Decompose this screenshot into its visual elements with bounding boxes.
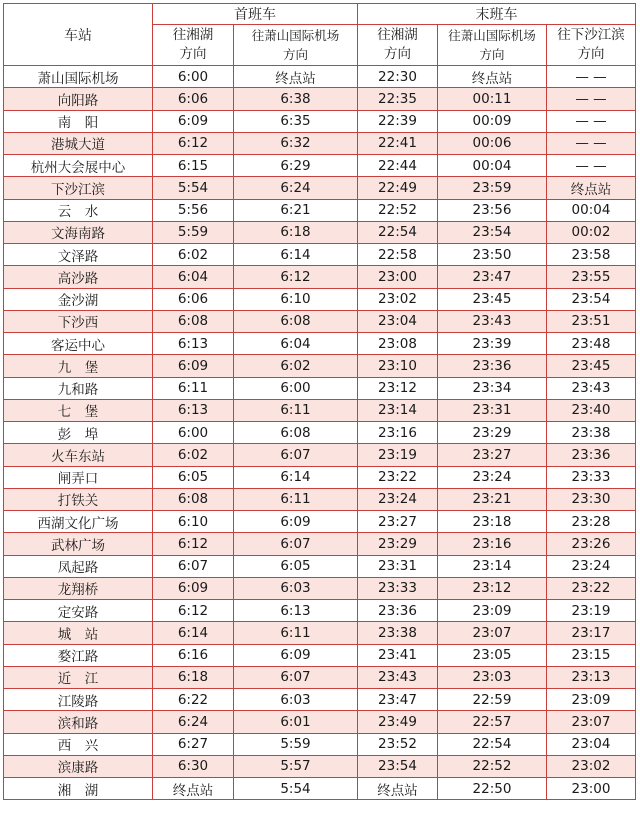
direction-header-first-xianghu: 往湘湖 方向 [153, 25, 234, 66]
table-row [4, 577, 636, 599]
time-cell-last-xianghu: 23:38 [358, 622, 438, 644]
time-cell-last-airport: 23:03 [438, 666, 547, 688]
time-cell-last-xianghu: 22:39 [358, 110, 438, 132]
table-row [4, 288, 636, 310]
station-cell: 文海南路 [4, 221, 153, 243]
time-cell-last-xianghu: 23:02 [358, 288, 438, 310]
time-cell-last-xiasha: — — [547, 110, 636, 132]
time-cell-first-xianghu: 6:30 [153, 755, 234, 777]
time-cell-first-xianghu: 5:56 [153, 199, 234, 221]
station-cell: 向阳路 [4, 88, 153, 110]
table-row [4, 66, 636, 88]
time-cell-last-airport: 23:07 [438, 622, 547, 644]
time-cell-last-xianghu: 23:47 [358, 689, 438, 711]
direction-header-first-airport: 往萧山国际机场 方向 [234, 25, 358, 66]
station-cell: 九 堡 [4, 355, 153, 377]
time-cell-last-xiasha: 23:45 [547, 355, 636, 377]
time-cell-last-xianghu: 23:08 [358, 333, 438, 355]
time-cell-last-airport: 23:29 [438, 422, 547, 444]
time-cell-last-xiasha: 23:09 [547, 689, 636, 711]
time-cell-first-airport: 6:08 [234, 422, 358, 444]
timetable [3, 3, 636, 800]
time-cell-first-airport: 6:14 [234, 244, 358, 266]
station-cell: 下沙江滨 [4, 177, 153, 199]
station-cell: 客运中心 [4, 333, 153, 355]
time-cell-last-xiasha: 00:04 [547, 199, 636, 221]
station-header: 车站 [4, 4, 153, 66]
time-cell-first-airport: 6:18 [234, 221, 358, 243]
time-cell-first-airport: 6:32 [234, 132, 358, 154]
time-cell-last-xiasha: 23:54 [547, 288, 636, 310]
time-cell-last-xianghu: 22:58 [358, 244, 438, 266]
table-row [4, 644, 636, 666]
time-cell-last-xianghu: 22:52 [358, 199, 438, 221]
time-cell-last-airport: 00:09 [438, 110, 547, 132]
table-row [4, 266, 636, 288]
time-cell-last-xiasha: 23:55 [547, 266, 636, 288]
time-cell-first-xianghu: 6:13 [153, 399, 234, 421]
time-cell-first-xianghu: 6:12 [153, 132, 234, 154]
time-cell-last-xiasha: 23:22 [547, 577, 636, 599]
table-row [4, 733, 636, 755]
station-cell: 七 堡 [4, 399, 153, 421]
table-row [4, 88, 636, 110]
time-cell-last-airport: 23:12 [438, 577, 547, 599]
table-row [4, 444, 636, 466]
header-row-groups [4, 4, 636, 25]
station-cell: 九和路 [4, 377, 153, 399]
station-cell: 凤起路 [4, 555, 153, 577]
station-cell: 南 阳 [4, 110, 153, 132]
time-cell-first-airport: 6:09 [234, 511, 358, 533]
table-row [4, 778, 636, 800]
station-cell: 定安路 [4, 600, 153, 622]
time-cell-last-xiasha: 23:48 [547, 333, 636, 355]
time-cell-first-xianghu: 6:16 [153, 644, 234, 666]
timetable-body [4, 66, 636, 800]
time-cell-last-airport: 23:18 [438, 511, 547, 533]
table-row [4, 689, 636, 711]
station-cell: 西 兴 [4, 733, 153, 755]
time-cell-first-xianghu: 6:13 [153, 333, 234, 355]
time-cell-last-xianghu: 终点站 [358, 778, 438, 800]
time-cell-last-airport: 23:05 [438, 644, 547, 666]
time-cell-first-xianghu: 6:06 [153, 288, 234, 310]
time-cell-last-xiasha: 23:43 [547, 377, 636, 399]
time-cell-last-airport: 00:11 [438, 88, 547, 110]
time-cell-last-airport: 23:56 [438, 199, 547, 221]
table-row [4, 177, 636, 199]
timetable-container [3, 3, 636, 800]
time-cell-last-xiasha: 23:15 [547, 644, 636, 666]
time-cell-first-xianghu: 6:02 [153, 444, 234, 466]
time-cell-last-xianghu: 23:22 [358, 466, 438, 488]
time-cell-last-xianghu: 23:04 [358, 310, 438, 332]
time-cell-last-xiasha: 23:26 [547, 533, 636, 555]
time-cell-last-xianghu: 23:29 [358, 533, 438, 555]
time-cell-last-xiasha: 23:36 [547, 444, 636, 466]
time-cell-last-xianghu: 23:54 [358, 755, 438, 777]
table-row [4, 711, 636, 733]
direction-header-last-airport: 往萧山国际机场 方向 [438, 25, 547, 66]
time-cell-last-xianghu: 23:12 [358, 377, 438, 399]
station-cell: 文泽路 [4, 244, 153, 266]
time-cell-last-xianghu: 22:49 [358, 177, 438, 199]
time-cell-first-airport: 5:54 [234, 778, 358, 800]
table-row [4, 755, 636, 777]
station-cell: 下沙西 [4, 310, 153, 332]
time-cell-last-xiasha: 23:13 [547, 666, 636, 688]
time-cell-last-airport: 23:09 [438, 600, 547, 622]
time-cell-last-airport: 23:59 [438, 177, 547, 199]
time-cell-last-xiasha: 23:30 [547, 488, 636, 510]
time-cell-first-airport: 5:59 [234, 733, 358, 755]
time-cell-first-xianghu: 6:11 [153, 377, 234, 399]
time-cell-last-xiasha: 23:38 [547, 422, 636, 444]
station-cell: 湘 湖 [4, 778, 153, 800]
time-cell-last-xianghu: 23:36 [358, 600, 438, 622]
station-cell: 萧山国际机场 [4, 66, 153, 88]
time-cell-last-airport: 23:27 [438, 444, 547, 466]
time-cell-last-xiasha: — — [547, 132, 636, 154]
time-cell-first-airport: 终点站 [234, 66, 358, 88]
time-cell-last-airport: 23:16 [438, 533, 547, 555]
time-cell-last-xiasha: — — [547, 155, 636, 177]
time-cell-last-xiasha: 23:04 [547, 733, 636, 755]
time-cell-last-xianghu: 22:30 [358, 66, 438, 88]
first-train-header: 首班车 [153, 4, 358, 25]
time-cell-last-xianghu: 23:33 [358, 577, 438, 599]
time-cell-first-airport: 6:03 [234, 689, 358, 711]
time-cell-first-xianghu: 6:24 [153, 711, 234, 733]
time-cell-last-xiasha: — — [547, 66, 636, 88]
time-cell-first-airport: 6:02 [234, 355, 358, 377]
time-cell-last-xianghu: 22:35 [358, 88, 438, 110]
station-cell: 武林广场 [4, 533, 153, 555]
time-cell-first-airport: 6:10 [234, 288, 358, 310]
table-row [4, 355, 636, 377]
time-cell-last-xianghu: 23:49 [358, 711, 438, 733]
time-cell-first-airport: 6:38 [234, 88, 358, 110]
time-cell-last-airport: 22:50 [438, 778, 547, 800]
time-cell-last-xiasha: 23:00 [547, 778, 636, 800]
time-cell-last-airport: 23:31 [438, 399, 547, 421]
time-cell-first-xianghu: 6:12 [153, 600, 234, 622]
time-cell-last-xianghu: 23:27 [358, 511, 438, 533]
time-cell-first-airport: 6:11 [234, 399, 358, 421]
table-row [4, 132, 636, 154]
time-cell-last-xiasha: 23:40 [547, 399, 636, 421]
time-cell-last-airport: 23:21 [438, 488, 547, 510]
time-cell-last-xiasha: 23:24 [547, 555, 636, 577]
station-cell: 龙翔桥 [4, 577, 153, 599]
table-row [4, 199, 636, 221]
time-cell-last-xianghu: 22:44 [358, 155, 438, 177]
time-cell-first-xianghu: 6:00 [153, 422, 234, 444]
time-cell-last-airport: 终点站 [438, 66, 547, 88]
station-cell: 打铁关 [4, 488, 153, 510]
table-row [4, 600, 636, 622]
direction-header-last-xianghu: 往湘湖 方向 [358, 25, 438, 66]
last-train-header: 末班车 [358, 4, 636, 25]
time-cell-last-xiasha: 23:19 [547, 600, 636, 622]
table-row [4, 333, 636, 355]
time-cell-last-airport: 23:47 [438, 266, 547, 288]
time-cell-first-airport: 6:09 [234, 644, 358, 666]
table-row [4, 511, 636, 533]
time-cell-last-xianghu: 22:41 [358, 132, 438, 154]
table-row [4, 666, 636, 688]
time-cell-first-airport: 6:12 [234, 266, 358, 288]
time-cell-last-airport: 23:24 [438, 466, 547, 488]
time-cell-first-airport: 6:29 [234, 155, 358, 177]
time-cell-first-airport: 6:08 [234, 310, 358, 332]
time-cell-first-xianghu: 6:10 [153, 511, 234, 533]
time-cell-first-airport: 6:24 [234, 177, 358, 199]
table-row [4, 110, 636, 132]
time-cell-first-xianghu: 6:12 [153, 533, 234, 555]
time-cell-last-xianghu: 22:54 [358, 221, 438, 243]
time-cell-last-xiasha: 00:02 [547, 221, 636, 243]
time-cell-first-airport: 5:57 [234, 755, 358, 777]
time-cell-first-xianghu: 6:00 [153, 66, 234, 88]
table-row [4, 622, 636, 644]
station-cell: 闸弄口 [4, 466, 153, 488]
station-cell: 杭州大会展中心 [4, 155, 153, 177]
station-cell: 城 站 [4, 622, 153, 644]
time-cell-last-xiasha: 23:51 [547, 310, 636, 332]
time-cell-last-airport: 23:34 [438, 377, 547, 399]
time-cell-first-xianghu: 6:27 [153, 733, 234, 755]
time-cell-first-xianghu: 6:04 [153, 266, 234, 288]
table-row [4, 377, 636, 399]
time-cell-last-xianghu: 23:31 [358, 555, 438, 577]
time-cell-last-airport: 23:50 [438, 244, 547, 266]
time-cell-first-airport: 6:13 [234, 600, 358, 622]
time-cell-first-airport: 6:01 [234, 711, 358, 733]
table-row [4, 221, 636, 243]
table-row [4, 399, 636, 421]
time-cell-last-airport: 22:59 [438, 689, 547, 711]
time-cell-last-xianghu: 23:10 [358, 355, 438, 377]
station-cell: 金沙湖 [4, 288, 153, 310]
time-cell-first-airport: 6:11 [234, 488, 358, 510]
time-cell-first-airport: 6:14 [234, 466, 358, 488]
time-cell-first-airport: 6:07 [234, 444, 358, 466]
time-cell-first-xianghu: 终点站 [153, 778, 234, 800]
time-cell-first-airport: 6:07 [234, 666, 358, 688]
time-cell-first-airport: 6:11 [234, 622, 358, 644]
time-cell-first-xianghu: 6:09 [153, 577, 234, 599]
time-cell-first-xianghu: 5:59 [153, 221, 234, 243]
table-row [4, 422, 636, 444]
time-cell-first-xianghu: 6:02 [153, 244, 234, 266]
time-cell-last-airport: 00:06 [438, 132, 547, 154]
table-row [4, 466, 636, 488]
station-cell: 港城大道 [4, 132, 153, 154]
time-cell-first-airport: 6:35 [234, 110, 358, 132]
time-cell-first-xianghu: 5:54 [153, 177, 234, 199]
time-cell-last-xiasha: 23:33 [547, 466, 636, 488]
time-cell-first-xianghu: 6:08 [153, 488, 234, 510]
time-cell-first-xianghu: 6:09 [153, 110, 234, 132]
time-cell-last-xiasha: 23:02 [547, 755, 636, 777]
time-cell-first-xianghu: 6:05 [153, 466, 234, 488]
time-cell-first-airport: 6:21 [234, 199, 358, 221]
time-cell-last-airport: 23:43 [438, 310, 547, 332]
station-cell: 滨康路 [4, 755, 153, 777]
time-cell-first-airport: 6:07 [234, 533, 358, 555]
time-cell-last-xianghu: 23:14 [358, 399, 438, 421]
table-row [4, 555, 636, 577]
table-row [4, 310, 636, 332]
station-cell: 高沙路 [4, 266, 153, 288]
time-cell-last-airport: 22:54 [438, 733, 547, 755]
time-cell-first-airport: 6:03 [234, 577, 358, 599]
time-cell-last-xianghu: 23:41 [358, 644, 438, 666]
time-cell-last-xianghu: 23:19 [358, 444, 438, 466]
time-cell-last-xiasha: 23:28 [547, 511, 636, 533]
time-cell-first-xianghu: 6:06 [153, 88, 234, 110]
time-cell-last-xianghu: 23:16 [358, 422, 438, 444]
station-cell: 西湖文化广场 [4, 511, 153, 533]
station-cell: 火车东站 [4, 444, 153, 466]
station-cell: 江陵路 [4, 689, 153, 711]
time-cell-first-xianghu: 6:09 [153, 355, 234, 377]
table-row [4, 155, 636, 177]
time-cell-first-xianghu: 6:07 [153, 555, 234, 577]
time-cell-last-airport: 23:39 [438, 333, 547, 355]
table-row [4, 244, 636, 266]
time-cell-last-airport: 23:36 [438, 355, 547, 377]
time-cell-last-xiasha: 终点站 [547, 177, 636, 199]
table-row [4, 533, 636, 555]
time-cell-last-xiasha: 23:17 [547, 622, 636, 644]
time-cell-last-xianghu: 23:43 [358, 666, 438, 688]
time-cell-last-xianghu: 23:24 [358, 488, 438, 510]
time-cell-first-xianghu: 6:22 [153, 689, 234, 711]
station-cell: 近 江 [4, 666, 153, 688]
time-cell-first-airport: 6:05 [234, 555, 358, 577]
station-cell: 婺江路 [4, 644, 153, 666]
direction-header-last-xiasha: 往下沙江滨 方向 [547, 25, 636, 66]
time-cell-last-airport: 22:57 [438, 711, 547, 733]
time-cell-last-xiasha: 23:58 [547, 244, 636, 266]
time-cell-last-xiasha: 23:07 [547, 711, 636, 733]
time-cell-last-xianghu: 23:00 [358, 266, 438, 288]
time-cell-last-airport: 22:52 [438, 755, 547, 777]
time-cell-last-airport: 00:04 [438, 155, 547, 177]
station-cell: 云 水 [4, 199, 153, 221]
time-cell-last-airport: 23:45 [438, 288, 547, 310]
time-cell-first-xianghu: 6:14 [153, 622, 234, 644]
time-cell-first-xianghu: 6:08 [153, 310, 234, 332]
time-cell-last-airport: 23:54 [438, 221, 547, 243]
time-cell-last-xiasha: — — [547, 88, 636, 110]
time-cell-last-xianghu: 23:52 [358, 733, 438, 755]
time-cell-last-airport: 23:14 [438, 555, 547, 577]
time-cell-first-xianghu: 6:18 [153, 666, 234, 688]
table-row [4, 488, 636, 510]
time-cell-first-airport: 6:04 [234, 333, 358, 355]
time-cell-first-xianghu: 6:15 [153, 155, 234, 177]
station-cell: 彭 埠 [4, 422, 153, 444]
time-cell-first-airport: 6:00 [234, 377, 358, 399]
station-cell: 滨和路 [4, 711, 153, 733]
